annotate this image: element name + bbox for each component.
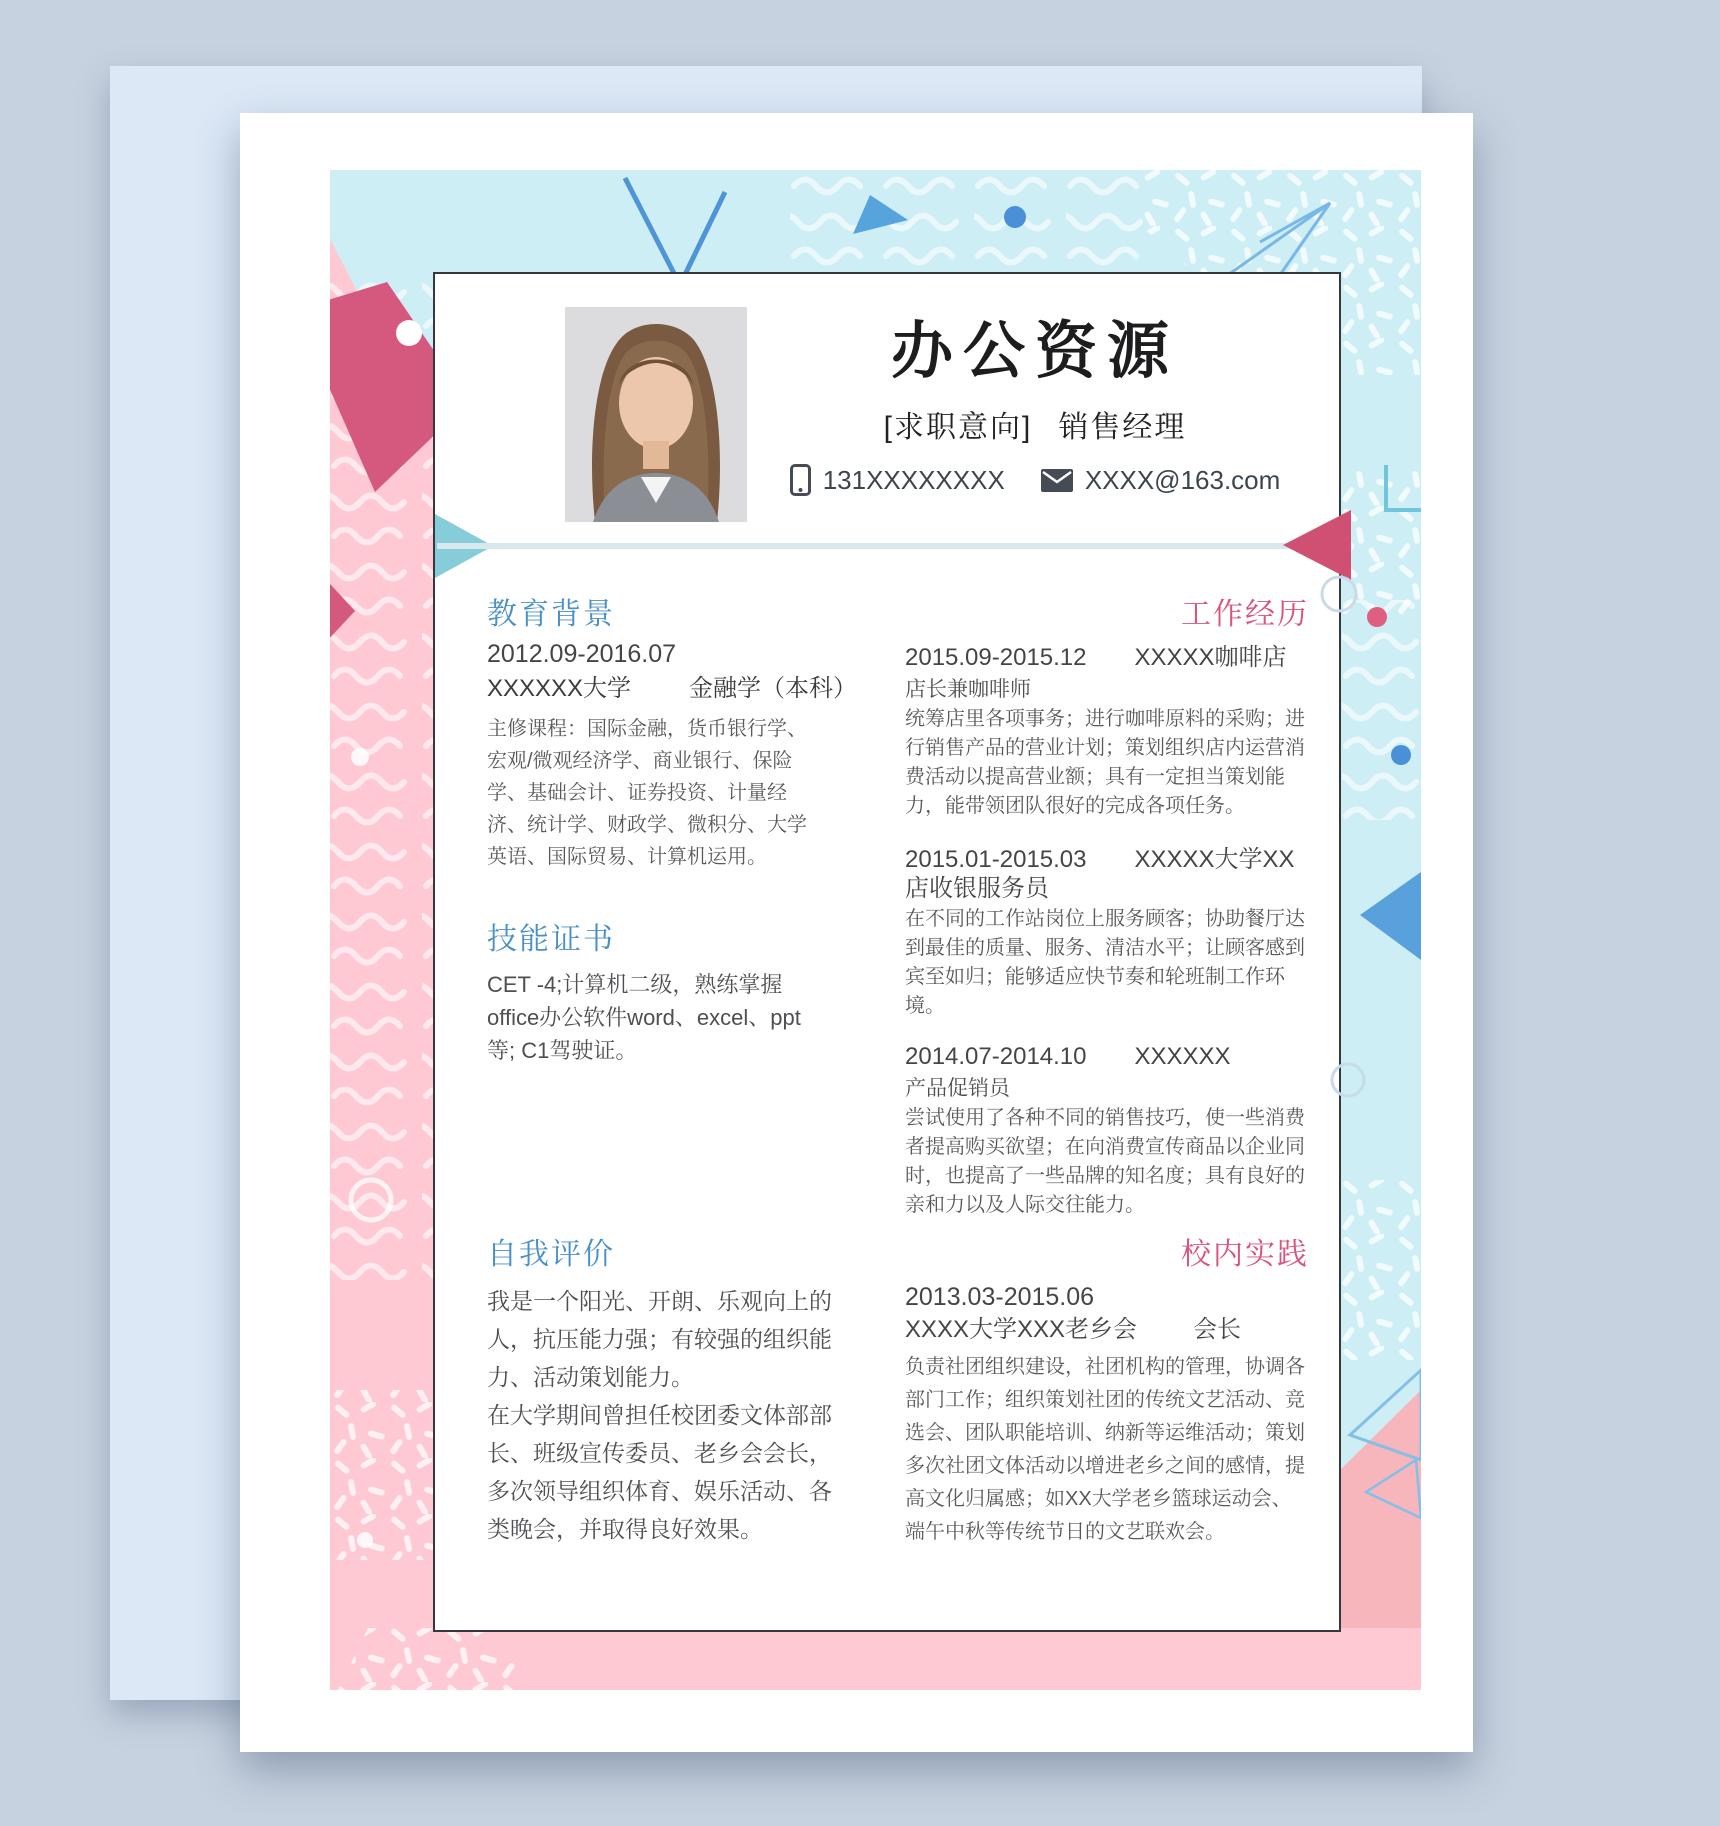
self-evaluation-title: 自我评价 bbox=[487, 1238, 615, 1271]
work-org: XXXXX咖啡店 bbox=[1134, 644, 1287, 671]
self-evaluation-paragraph: 我是一个阳光、开朗、乐观向上的人，抗压能力强；有较强的组织能力、活动策划能力。 bbox=[487, 1288, 832, 1390]
section-campus-practice bbox=[905, 1237, 1309, 1549]
skills-content: CET -4;计算机二级，熟练掌握office办公软件word、excel、ppt等; C1驾驶证。 bbox=[487, 972, 801, 1063]
campus-role: 会长 bbox=[1193, 1316, 1242, 1343]
mail-icon bbox=[1041, 469, 1073, 492]
portrait-illustration bbox=[565, 307, 747, 522]
skills-title: 技能证书 bbox=[487, 923, 615, 956]
campus-org-row bbox=[905, 1314, 1309, 1346]
work-description: 尝试使用了各种不同的销售技巧，使一些消费者提高购买欲望；在向消费宣传商品以企业同时，也提高了一些品牌的知名度；具有良好的亲和力以及人际交往能力。 bbox=[905, 1107, 1305, 1216]
work-org: XXXXXX bbox=[1134, 1043, 1231, 1070]
job-intent-label: [求职意向] bbox=[883, 411, 1033, 444]
section-self-evaluation bbox=[487, 1237, 839, 1548]
campus-org: XXXX大学XXX老乡会 bbox=[905, 1316, 1138, 1343]
phone-group bbox=[790, 464, 1005, 496]
section-education bbox=[487, 597, 883, 873]
self-evaluation-paragraph: 在大学期间曾担任校团委文体部部长、班级宣传委员、老乡会会长，多次领导组织体育、娱乐活动、各类晚会，并取得良好效果。 bbox=[487, 1402, 832, 1542]
phone-number: 131XXXXXXXX bbox=[822, 464, 1005, 495]
work-role: 产品促销员 bbox=[905, 1077, 1010, 1100]
work-item bbox=[905, 845, 1309, 1021]
contact-row bbox=[745, 464, 1325, 496]
section-skills bbox=[487, 922, 827, 1067]
section-work-experience bbox=[905, 597, 1309, 1220]
work-org: XXXXX大学XX店收银服务员 bbox=[905, 846, 1295, 902]
resume-header bbox=[745, 316, 1325, 496]
work-date: 2014.07-2014.10 bbox=[905, 1043, 1087, 1070]
education-date: 2012.09-2016.07 bbox=[487, 640, 677, 668]
work-date-org bbox=[905, 643, 1309, 672]
profile-photo bbox=[565, 307, 747, 522]
divider-line bbox=[437, 543, 1315, 549]
work-date-org bbox=[905, 845, 1309, 903]
work-item bbox=[905, 1042, 1309, 1220]
campus-practice-title: 校内实践 bbox=[1181, 1238, 1309, 1271]
education-courses: 主修课程：国际金融，货币银行学、宏观/微观经济学、商业银行、保险学、基础会计、证券投资、计量经济、统计学、财政学、微积分、大学英语、国际贸易、计算机运用。 bbox=[487, 718, 807, 868]
divider-right-triangle bbox=[1283, 510, 1351, 580]
resume-content-panel bbox=[433, 272, 1341, 1632]
work-date-org bbox=[905, 1042, 1309, 1071]
resume-paper bbox=[240, 113, 1473, 1752]
phone-icon bbox=[790, 464, 811, 496]
education-major: 金融学（本科） bbox=[689, 675, 858, 702]
email-address: XXXX@163.com bbox=[1084, 464, 1281, 495]
campus-date: 2013.03-2015.06 bbox=[905, 1283, 1095, 1311]
candidate-name: 办公资源 bbox=[890, 317, 1179, 386]
work-role: 店长兼咖啡师 bbox=[905, 678, 1031, 701]
work-date: 2015.01-2015.03 bbox=[905, 846, 1087, 873]
education-school-row bbox=[487, 673, 883, 705]
work-experience-title: 工作经历 bbox=[1181, 598, 1309, 631]
education-school: XXXXXX大学 bbox=[487, 675, 632, 702]
campus-description: 负责社团组织建设，社团机构的管理，协调各部门工作；组织策划社团的传统文艺活动、竞选会、团队职能培训、纳新等运维活动；策划多次社团文体活动以增进老乡之间的感情，提高文化归属感；如XX大学老乡篮球运动会、端午中秋等传统节日的文艺联欢会。 bbox=[905, 1356, 1305, 1543]
education-title: 教育背景 bbox=[487, 598, 615, 631]
job-intent bbox=[745, 402, 1325, 446]
work-description: 统筹店里各项事务；进行咖啡原料的采购；进行销售产品的营业计划；策划组织店内运营消费活动以提高营业额；具有一定担当策划能力，能带领团队很好的完成各项任务。 bbox=[905, 708, 1305, 817]
job-intent-value: 销售经理 bbox=[1058, 411, 1187, 444]
work-item bbox=[905, 643, 1309, 821]
work-description: 在不同的工作站岗位上服务顾客；协助餐厅达到最佳的质量、服务、清洁水平；让顾客感到宾至如归；能够适应快节奏和轮班制工作环境。 bbox=[905, 908, 1305, 1017]
email-group bbox=[1041, 465, 1280, 496]
work-date: 2015.09-2015.12 bbox=[905, 644, 1087, 671]
